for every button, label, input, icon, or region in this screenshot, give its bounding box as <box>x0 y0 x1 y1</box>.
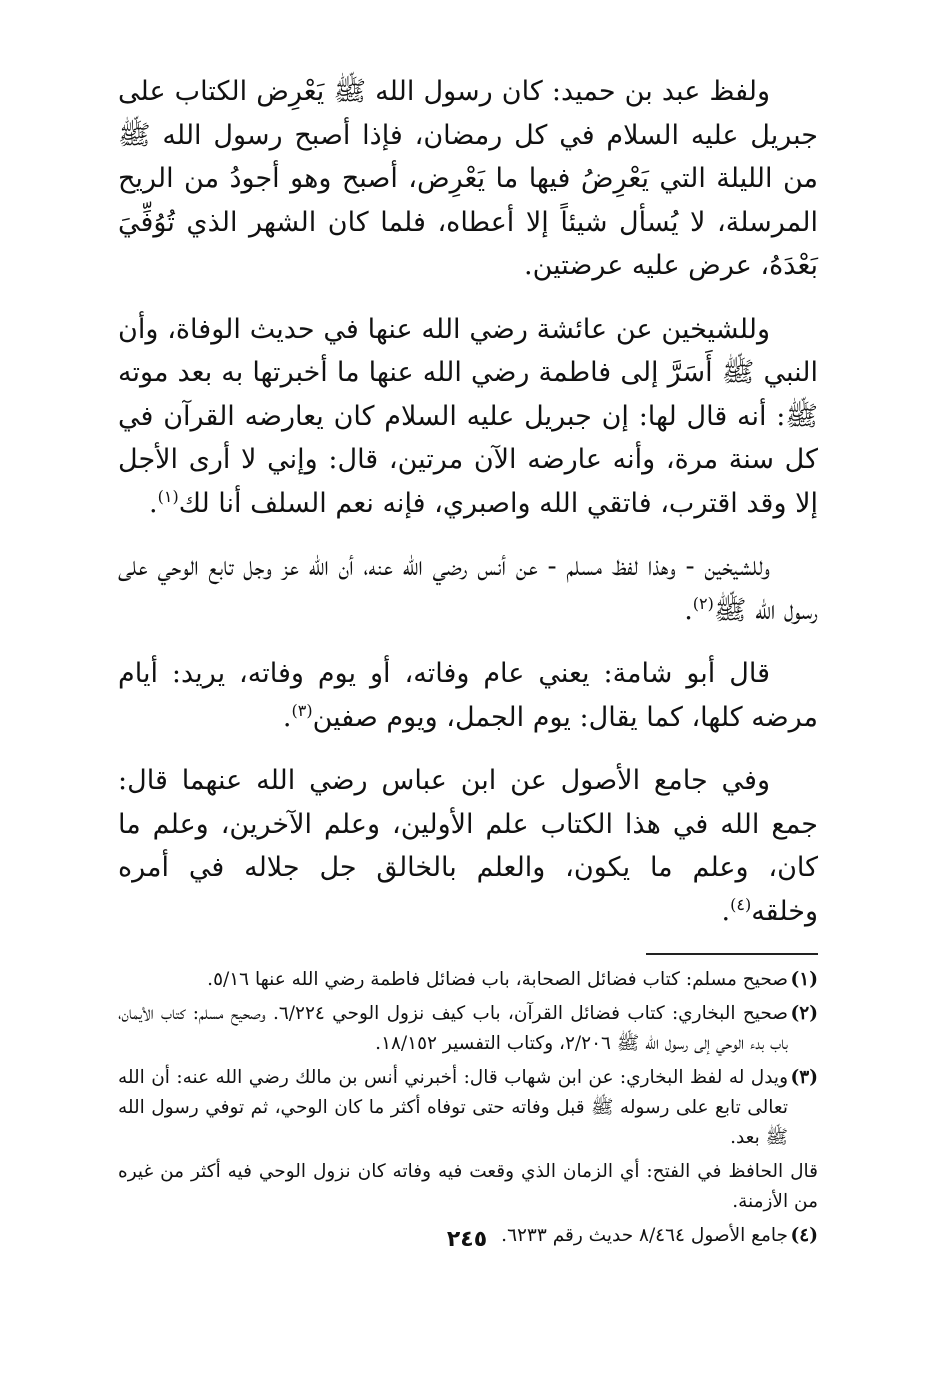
footnote-ref-4: (٤) <box>730 894 752 914</box>
footnote-ref-3: (٣) <box>291 700 313 720</box>
paragraph-text: ولفظ عبد بن حميد: كان رسول الله ﷺ يَعْرِض الكتاب على جبريل عليه السلام في كل رمضان، فإذا أصبح رسول الله ﷺ من الليلة التي يَعْرِضُ فيها ما يَعْرِض، أصبح وهو أجودُ من الريح المرسلة، لا يُسأل شيئاً إلا أعطاه، فلما كان الشهر الذي تُوُفِّيَ بَعْدَهُ، عرض عليه عرضتين. <box>118 76 818 281</box>
footnotes <box>118 965 818 1251</box>
footnote-text: ويدل له لفظ البخاري: عن ابن شهاب قال: أخبرني أنس بن مالك رضي الله عنه: أن الله تعالى تابع على رسوله ﷺ قبل وفاته حتى توفاه أكثر ما كان الوحي، ثم توفي رسول الله ﷺ بعد. <box>118 1067 788 1148</box>
footnote-text: صحيح البخاري: كتاب فضائل القرآن، باب كيف نزول الوحي ٦/٢٢٤. وصحيح مسلم: كتاب الأيمان، باب بدء الوحي إلى رسول الله ﷺ ٢/٢٠٦، وكتاب التفسير ١٨/١٥٢. <box>118 1003 788 1054</box>
footnote-text: صحيح مسلم: كتاب فضائل الصحابة، باب فضائل فاطمة رضي الله عنها ٥/١٦. <box>207 969 788 990</box>
paragraph-1 <box>118 70 818 288</box>
paragraph-text: وللشيخين - وهذا لفظ مسلم - عن أنس رضي الله عنه، أن الله عز وجل تابع الوحي على رسول الله ﷺ <box>118 551 818 626</box>
footnote-1 <box>118 965 818 995</box>
footnote-3-continuation <box>118 1157 818 1217</box>
paragraph-text: وفي جامع الأصول عن ابن عباس رضي الله عنهما قال: جمع الله في هذا الكتاب علم الأولين، وعلم الآخرين، وعلم ما كان، وعلم ما يكون، والعلم بالخالق جل جلاله في أمره وخلقه <box>118 765 818 927</box>
book-page <box>118 70 818 1255</box>
footnote-2 <box>118 999 818 1059</box>
footnote-ref-1: (١) <box>157 486 179 506</box>
footnote-separator <box>646 953 818 955</box>
main-text <box>118 70 818 933</box>
paragraph-text: قال أبو شامة: يعني عام وفاته، أو يوم وفاته، يريد: أيام مرضه كلها، كما يقال: يوم الجمل، ويوم صفين <box>118 658 818 733</box>
paragraph-2: وللشيخين عن عائشة رضي الله عنها في حديث الوفاة، وأن النبي ﷺ أَسَرَّ إلى فاطمة رضي الله عنها ما أخبرتها به بعد موته ﷺ: أنه قال لها: إن جبريل عليه السلام كان يعارضه القرآن في كل سنة مرة، وأنه عارضه الآن مرتين، قال: وإني لا أرى الأجل إلا وقد اقترب، فاتقي الله واصبري، فإنه نعم السلف أنا لك$^{(١)}$. <box>118 313 818 519</box>
paragraph-5: وفي جامع الأصول عن ابن عباس رضي الله عنهما قال: جمع الله في هذا الكتاب علم الأولين، وعلم الآخرين، وعلم ما كان، وعلم ما يكون، والعلم بالخالق جل جلاله في أمره وخلقه$^{(٤)}$. <box>118 765 818 927</box>
footnote-text: قال الحافظ في الفتح: أي الزمان الذي وقعت فيه وفاته كان نزول الوحي فيه أكثر من غيره من الأزمنة. <box>118 1161 818 1212</box>
footnote-number: (١) <box>790 969 818 990</box>
paragraph-3: وللشيخين - وهذا لفظ مسلم - عن أنس رضي الله عنه، أن الله عز وجل تابع الوحي على رسول الله ﷺ$^{(٢)}$. <box>118 551 818 626</box>
paragraph-text: وللشيخين عن عائشة رضي الله عنها في حديث الوفاة، وأن النبي ﷺ أَسَرَّ إلى فاطمة رضي الله عنها ما أخبرتها به بعد موته ﷺ: أنه قال لها: إن جبريل عليه السلام كان يعارضه القرآن في كل سنة مرة، وأنه عارضه الآن مرتين، قال: وإني لا أرى الأجل إلا وقد اقترب، فاتقي الله واصبري، فإنه نعم السلف أنا لك <box>118 313 818 519</box>
footnote-number: (٢) <box>790 1003 818 1024</box>
footnote-number: (٤) <box>790 1225 818 1246</box>
footnote-number: (٣) <box>790 1067 818 1088</box>
footnote-ref-2: (٢) <box>692 593 714 613</box>
footnote-text: جامع الأصول ٨/٤٦٤ حديث رقم ٦٢٣٣. <box>501 1225 788 1246</box>
page-number: ٢٤٥ <box>446 1227 488 1252</box>
paragraph-4: قال أبو شامة: يعني عام وفاته، أو يوم وفاته، يريد: أيام مرضه كلها، كما يقال: يوم الجمل، ويوم صفين$^{(٣)}$. <box>118 658 818 733</box>
footnote-3 <box>118 1063 818 1153</box>
